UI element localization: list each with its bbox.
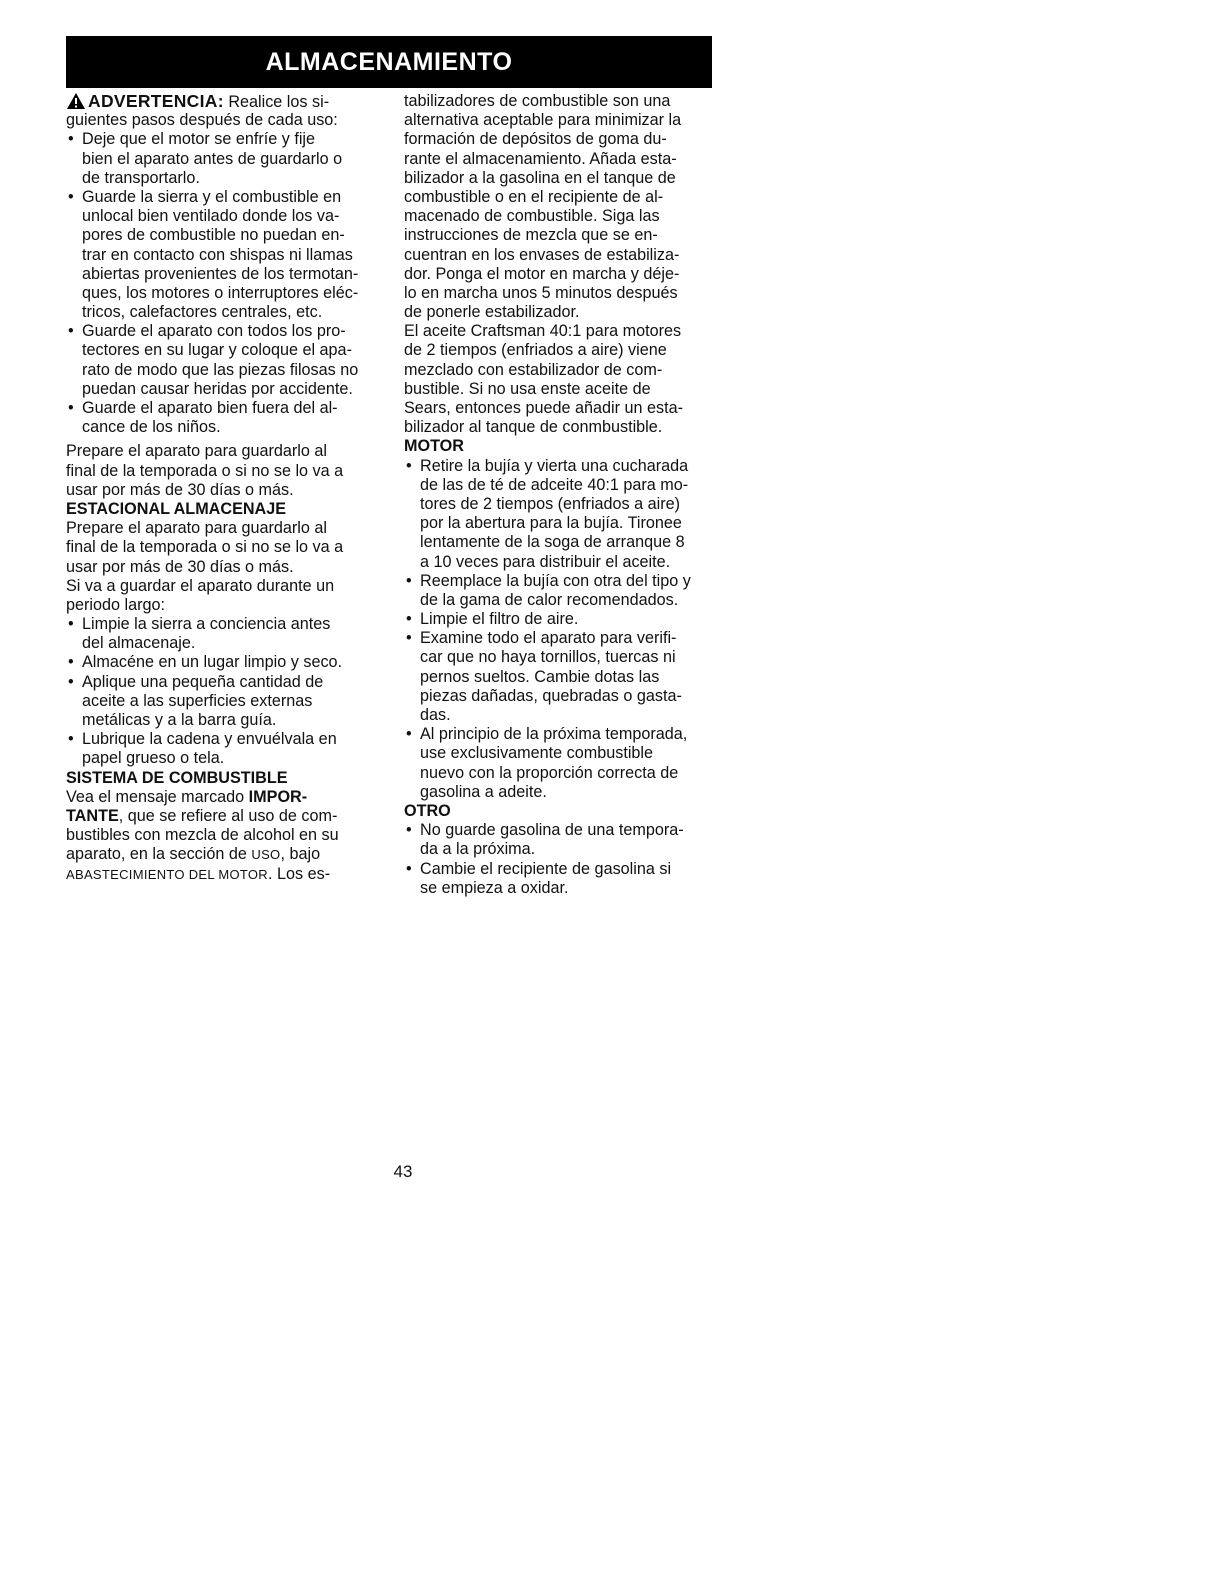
text-line: final de la temporada o si no se lo va a (66, 538, 344, 557)
paragraph (404, 322, 724, 437)
text-line: a 10 veces para distribuir el aceite. (420, 552, 671, 571)
text-line: bustibles con mezcla de alcohol en su (66, 826, 339, 845)
list-item (66, 615, 388, 653)
text-line: papel grueso o tela. (82, 749, 225, 768)
text-line: use exclusivamente combustible (420, 744, 654, 763)
heading-otro: OTRO (404, 801, 451, 820)
text-line: Limpie el filtro de aire. (420, 610, 579, 629)
text-line: Reemplace la bujía con otra del tipo y (420, 571, 691, 590)
text-line: por la abertura para la bujía. Tironee (420, 514, 682, 533)
text-line (66, 807, 388, 826)
text-line: metálicas y a la barra guía. (82, 711, 277, 729)
text-line: piezas dañadas, quebradas o gasta- (420, 686, 682, 705)
warning-heading (66, 92, 388, 111)
text-line: tricos, calefactores centrales, etc. (82, 303, 323, 322)
list-item (404, 725, 724, 802)
text-line: Cambie el recipiente de gasolina si (420, 859, 672, 878)
text-line: No guarde gasolina de una tempora- (420, 821, 684, 840)
text-line: pores de combustible no puedan en- (82, 226, 345, 245)
text-span: aparato, en la sección de (66, 845, 252, 864)
bullet: • (68, 187, 74, 206)
text-line: bien el aparato antes de guardarlo o (82, 149, 343, 168)
text-line: nuevo con la proporción correcta de (420, 763, 679, 782)
bullet: • (68, 672, 74, 691)
warning-triangle-icon (66, 92, 86, 110)
bullet: • (68, 130, 74, 149)
text-span: , bajo (280, 845, 321, 864)
text-line: Examine todo el aparato para verifi- (420, 629, 677, 648)
text-line: lo en marcha unos 5 minutos después (404, 283, 678, 302)
text-line: de transportarlo. (82, 168, 200, 187)
text-line: aceite a las superficies externas (82, 691, 313, 710)
text-line: Lubrique la cadena y envuélvala en (82, 730, 337, 749)
text-line: instrucciones de mezcla que se en- (404, 226, 658, 245)
text-line: de la gama de calor recomendados. (420, 590, 679, 609)
text-line: bustible. Si no usa enste aceite de (404, 379, 651, 398)
text-line: Retire la bujía y vierta una cucharada (420, 456, 689, 475)
warning-text: Realice los si- (223, 93, 330, 111)
bullet: • (68, 399, 74, 417)
heading-motor: MOTOR (404, 437, 464, 456)
section-title: ALMACENAMIENTO (265, 47, 513, 76)
text-line: das. (420, 706, 451, 724)
text-line: Deje que el motor se enfríe y fije (82, 130, 316, 149)
text-line: de ponerle estabilizador. (404, 303, 580, 322)
warning-text-2: guientes pasos después de cada uso: (66, 111, 338, 130)
text-line: Guarde el aparato bien fuera del al- (82, 399, 338, 417)
text-line: da a la próxima. (420, 840, 536, 859)
bullet: • (406, 610, 412, 629)
list-item (66, 653, 388, 672)
text-line: rato de modo que las piezas filosas no (82, 360, 359, 379)
text-line: Almacéne en un lugar limpio y seco. (82, 653, 343, 672)
text-line: del almacenaje. (82, 634, 196, 653)
list-item (66, 730, 388, 768)
text-line: gasolina a adeite. (420, 782, 547, 801)
bullet: • (406, 821, 412, 840)
text-line: Al principio de la próxima temporada, (420, 725, 688, 744)
list-item (404, 860, 724, 898)
text-line: rante el almacenamiento. Añada esta- (404, 149, 677, 168)
bullet: • (68, 730, 74, 749)
text-span-smallcaps: ABASTECIMIENTO DEL MOTOR (66, 866, 268, 882)
left-column (66, 92, 388, 884)
text-line: Guarde el aparato con todos los pro- (82, 322, 346, 341)
right-column (404, 92, 724, 898)
warning-label: ADVERTENCIA: (88, 91, 224, 111)
text-line: de 2 tiempos (enfriados a aire) viene (404, 341, 667, 360)
text-line: Sears, entonces puede añadir un esta- (404, 399, 683, 417)
text-span: Vea el mensaje marcado (66, 787, 249, 806)
text-line: tabilizadores de combustible son una (404, 92, 671, 110)
text-line: Limpie la sierra a conciencia antes (82, 615, 331, 634)
text-line: formación de depósitos de goma du- (404, 130, 667, 149)
text-line: unlocal bien ventilado donde los va- (82, 207, 340, 226)
list-item (66, 399, 388, 437)
text-line (66, 788, 388, 807)
text-line: combustible o en el recipiente de al- (404, 187, 664, 206)
text-line: periodo largo: (66, 595, 165, 614)
page-number: 43 (393, 1162, 413, 1181)
text-line: abiertas provenientes de los termotan- (82, 264, 359, 283)
text-span: . Los es- (268, 864, 331, 883)
text-line: pernos sueltos. Cambie dotas las (420, 667, 660, 686)
text-line (66, 865, 388, 884)
text-line: Guarde la sierra y el combustible en (82, 187, 342, 206)
text-line: Prepare el aparato para guardarlo al (66, 519, 327, 538)
list-item (404, 629, 724, 725)
text-line: bilizador al tanque de conmbustible. (404, 418, 663, 437)
list-item (404, 610, 724, 629)
list-item (404, 572, 724, 610)
text-line: se empieza a oxidar. (420, 878, 569, 897)
bullet: • (68, 322, 74, 341)
text-line: trar en contacto con shispas ni llamas (82, 245, 353, 264)
text-line: cuentran en los envases de estabiliza- (404, 245, 680, 264)
text-line: puedan causar heridas por accidente. (82, 379, 353, 398)
text-line: cance de los niños. (82, 418, 221, 437)
paragraph (66, 442, 388, 500)
text-span-smallcaps: USO (251, 847, 281, 863)
bullet: • (406, 456, 412, 475)
list-item (66, 188, 388, 322)
text-line: de las de té de adceite 40:1 para mo- (420, 475, 689, 494)
text-line: ques, los motores o interruptores eléc- (82, 283, 359, 302)
list-item (404, 457, 724, 572)
list-item (66, 673, 388, 731)
text-line: macenado de combustible. Siga las (404, 207, 660, 226)
text-line: Prepare el aparato para guardarlo al (66, 442, 327, 461)
text-span: , que se refiere al uso de com- (118, 806, 338, 825)
list-item (66, 322, 388, 399)
paragraph (66, 519, 388, 615)
text-line: tectores en su lugar y coloque el apa- (82, 341, 352, 360)
bullet: • (68, 615, 74, 634)
text-line: usar por más de 30 días o más. (66, 480, 294, 499)
text-line: El aceite Craftsman 40:1 para motores (404, 322, 682, 341)
text-line: lentamente de la soga de arranque 8 (420, 533, 685, 552)
list-item (404, 821, 724, 859)
text-line: mezclado con estabilizador de com- (404, 360, 663, 379)
text-line (66, 845, 388, 864)
heading-sistema-de-combustible: SISTEMA DE COMBUSTIBLE (66, 768, 288, 787)
text-line: usar por más de 30 días o más. (66, 557, 294, 576)
text-line: tores de 2 tiempos (enfriados a aire) (420, 494, 681, 513)
list-item (66, 130, 388, 188)
bullet: • (68, 653, 74, 672)
text-line: bilizador a la gasolina en el tanque de (404, 168, 676, 187)
text-line: Aplique una pequeña cantidad de (82, 672, 324, 691)
text-span-bold: IMPOR- (248, 787, 308, 806)
text-span-bold: TANTE (66, 806, 119, 825)
paragraph (404, 92, 724, 322)
text-line: alternativa aceptable para minimizar la (404, 111, 682, 130)
bullet: • (406, 571, 412, 590)
text-line: Si va a guardar el aparato durante un (66, 576, 335, 595)
section-title-banner (66, 36, 712, 88)
text-line: car que no haya tornillos, tuercas ni (420, 648, 676, 667)
bullet: • (406, 859, 412, 878)
text-line: final de la temporada o si no se lo va a (66, 461, 344, 480)
heading-estacional-almacenaje: ESTACIONAL ALMACENAJE (66, 499, 287, 518)
bullet: • (406, 629, 412, 648)
text-line: dor. Ponga el motor en marcha y déje- (404, 264, 680, 283)
bullet: • (406, 725, 412, 744)
